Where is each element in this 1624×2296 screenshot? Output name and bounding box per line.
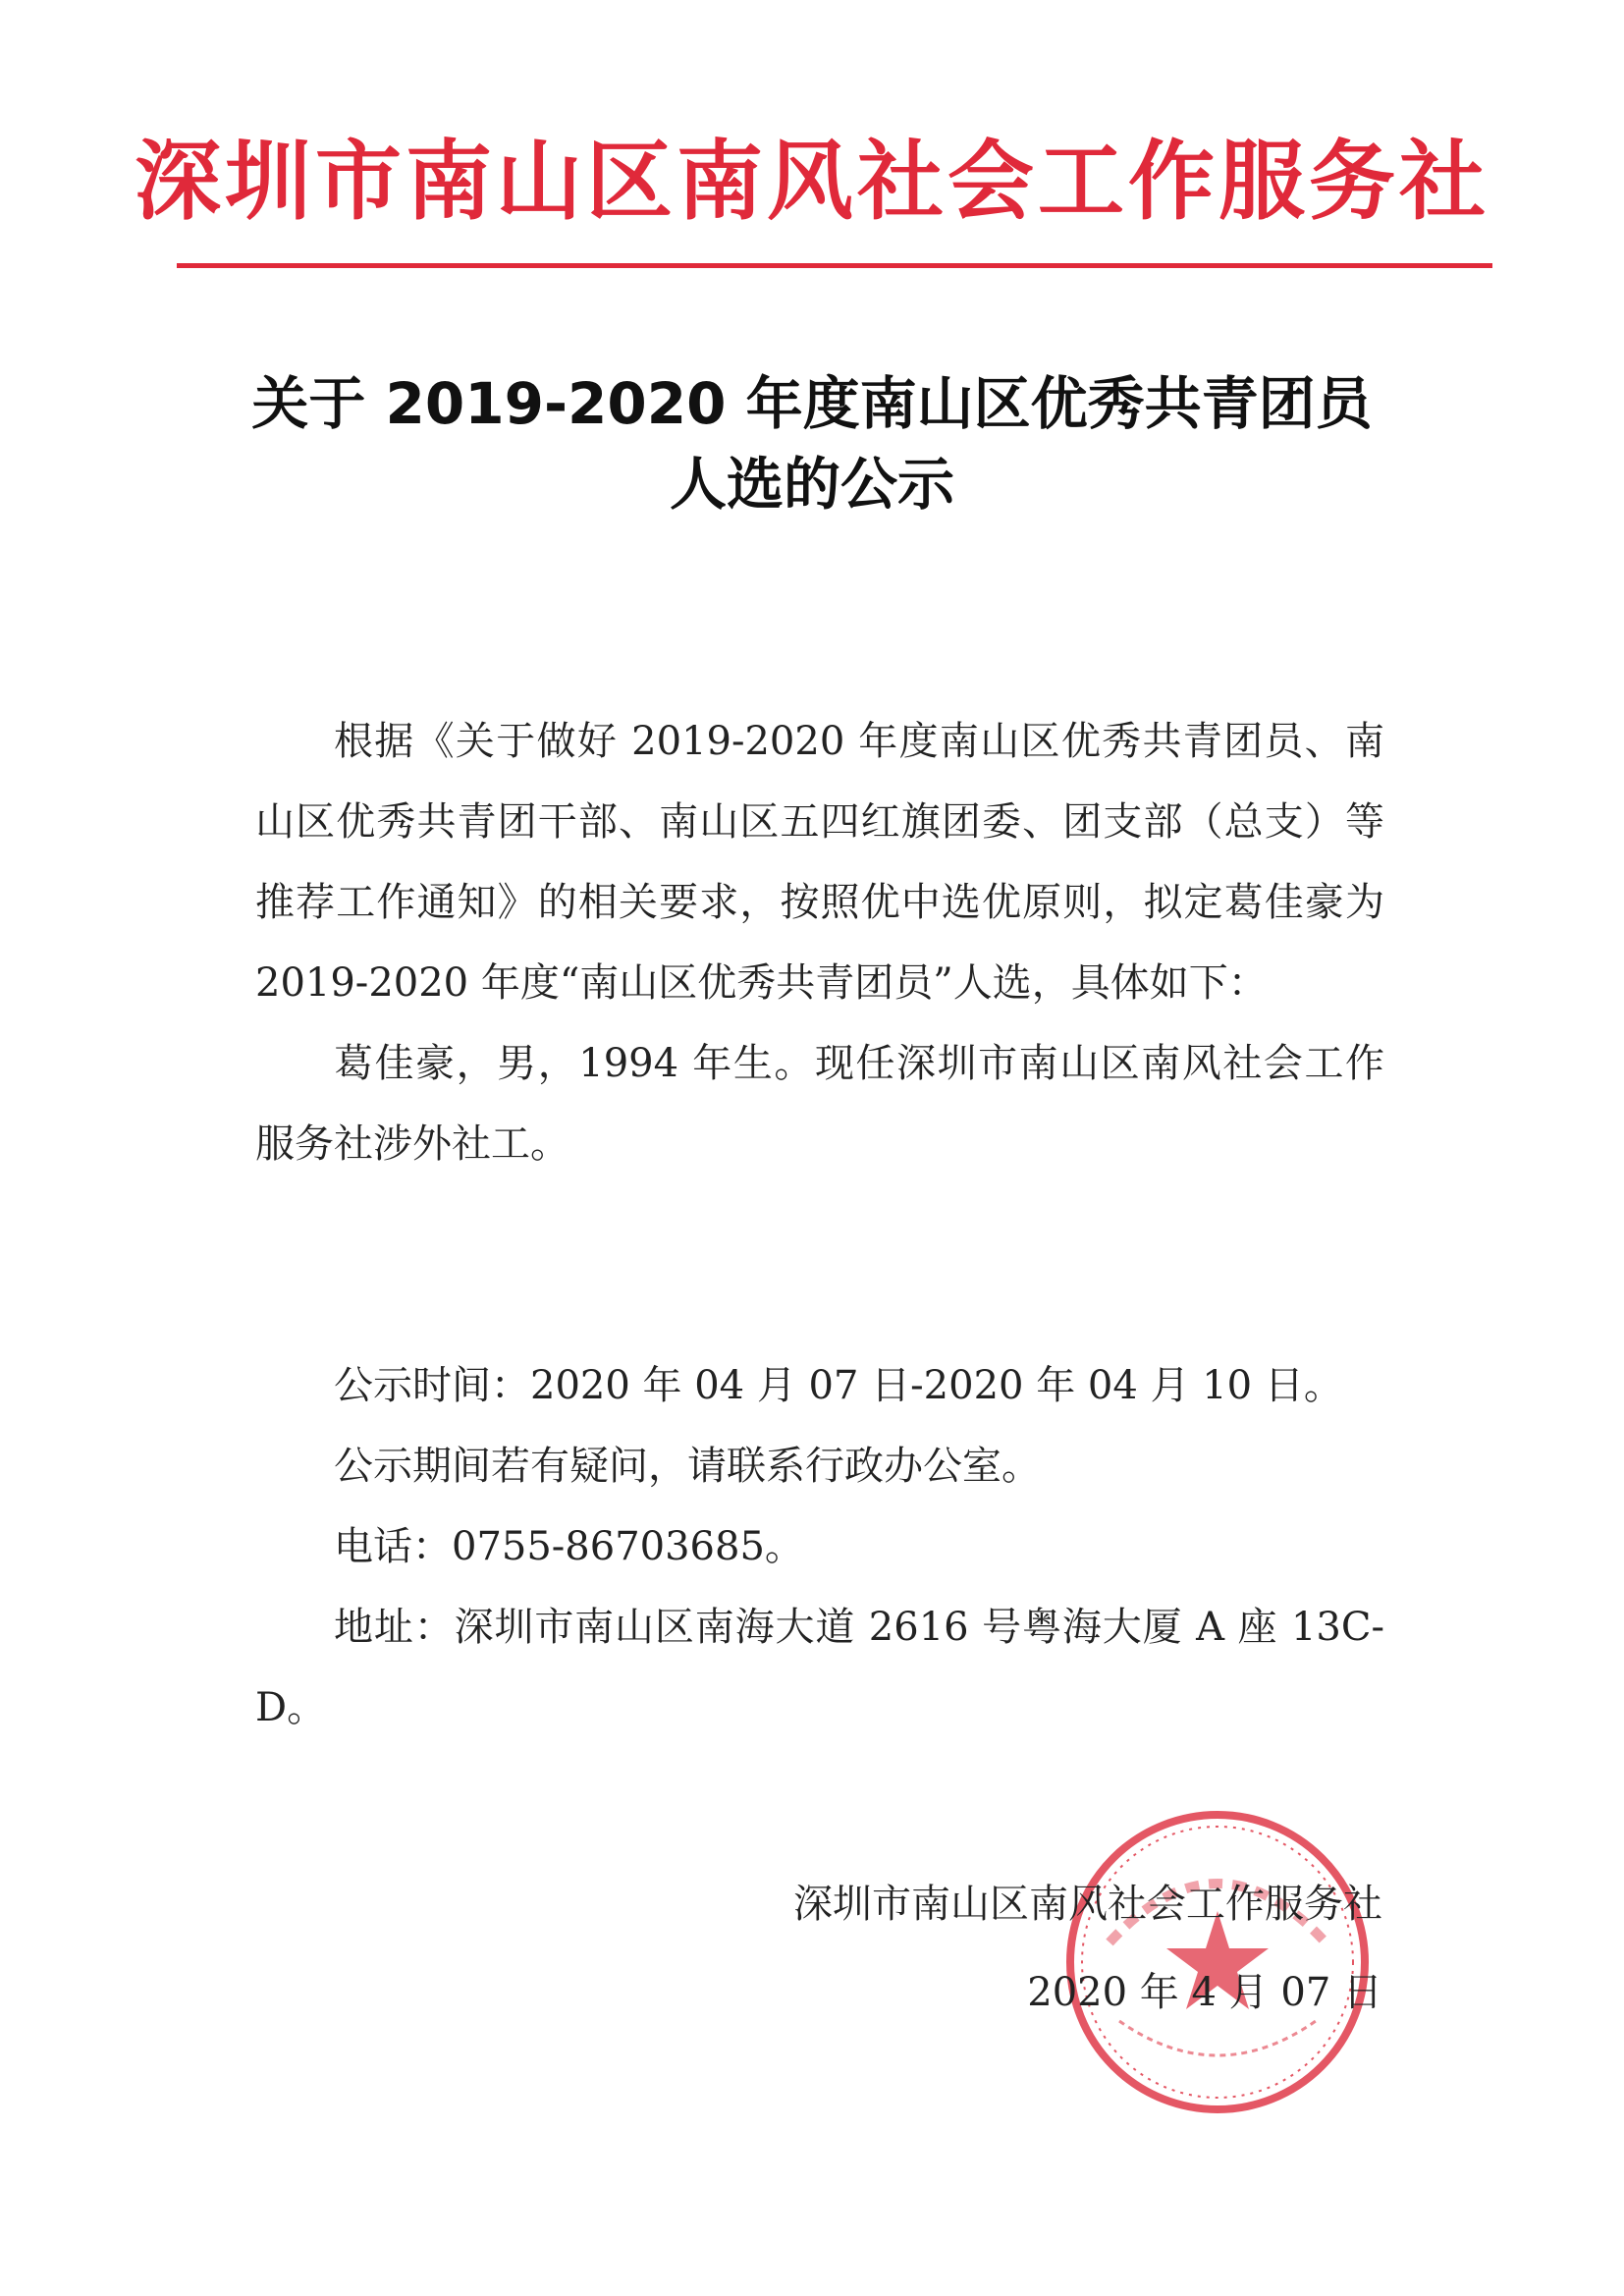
contact-note: 公示期间若有疑问，请联系行政办公室。 — [334, 1444, 1041, 1489]
paragraph-basis: 根据《关于做好 2019-2020 年度南山区优秀共青团员、南山区优秀共青团干部、南山区五四红旗团委、团支部（总支）等推荐工作通知》的相关要求，按照优中选优原则，拟定葛佳豪为 2019-2020 年度“南山区优秀共青团员”人选，具体如下： — [255, 719, 1384, 1006]
document-title-line-2: 人选的公示 — [669, 451, 954, 518]
address-line: 地址：深圳市南山区南海大道 2616 号粤海大厦 A 座 13C-D。 — [255, 1605, 1384, 1730]
phone-line: 电话：0755-86703685。 — [334, 1524, 804, 1569]
body-section-notice — [255, 1345, 1384, 1748]
letterhead-red-rule — [177, 263, 1492, 268]
letterhead-org-name: 深圳市南山区南风社会工作服务社 — [134, 130, 1489, 232]
signature-org-name: 深圳市南山区南风社会工作服务社 — [793, 1882, 1382, 1927]
paragraph-candidate: 葛佳豪，男，1994 年生。现任深圳市南山区南风社会工作服务社涉外社工。 — [255, 1041, 1384, 1167]
body-section-main — [255, 701, 1384, 1184]
notice-time: 公示时间：2020 年 04 月 07 日-2020 年 04 月 10 日。 — [334, 1363, 1343, 1408]
document-title-line-1: 关于 2019-2020 年度南山区优秀共青团员 — [251, 370, 1373, 437]
document-title — [0, 363, 1624, 524]
signature-date: 2020 年 4 月 07 日 — [1027, 1970, 1382, 2015]
signature-block — [793, 1860, 1382, 2037]
